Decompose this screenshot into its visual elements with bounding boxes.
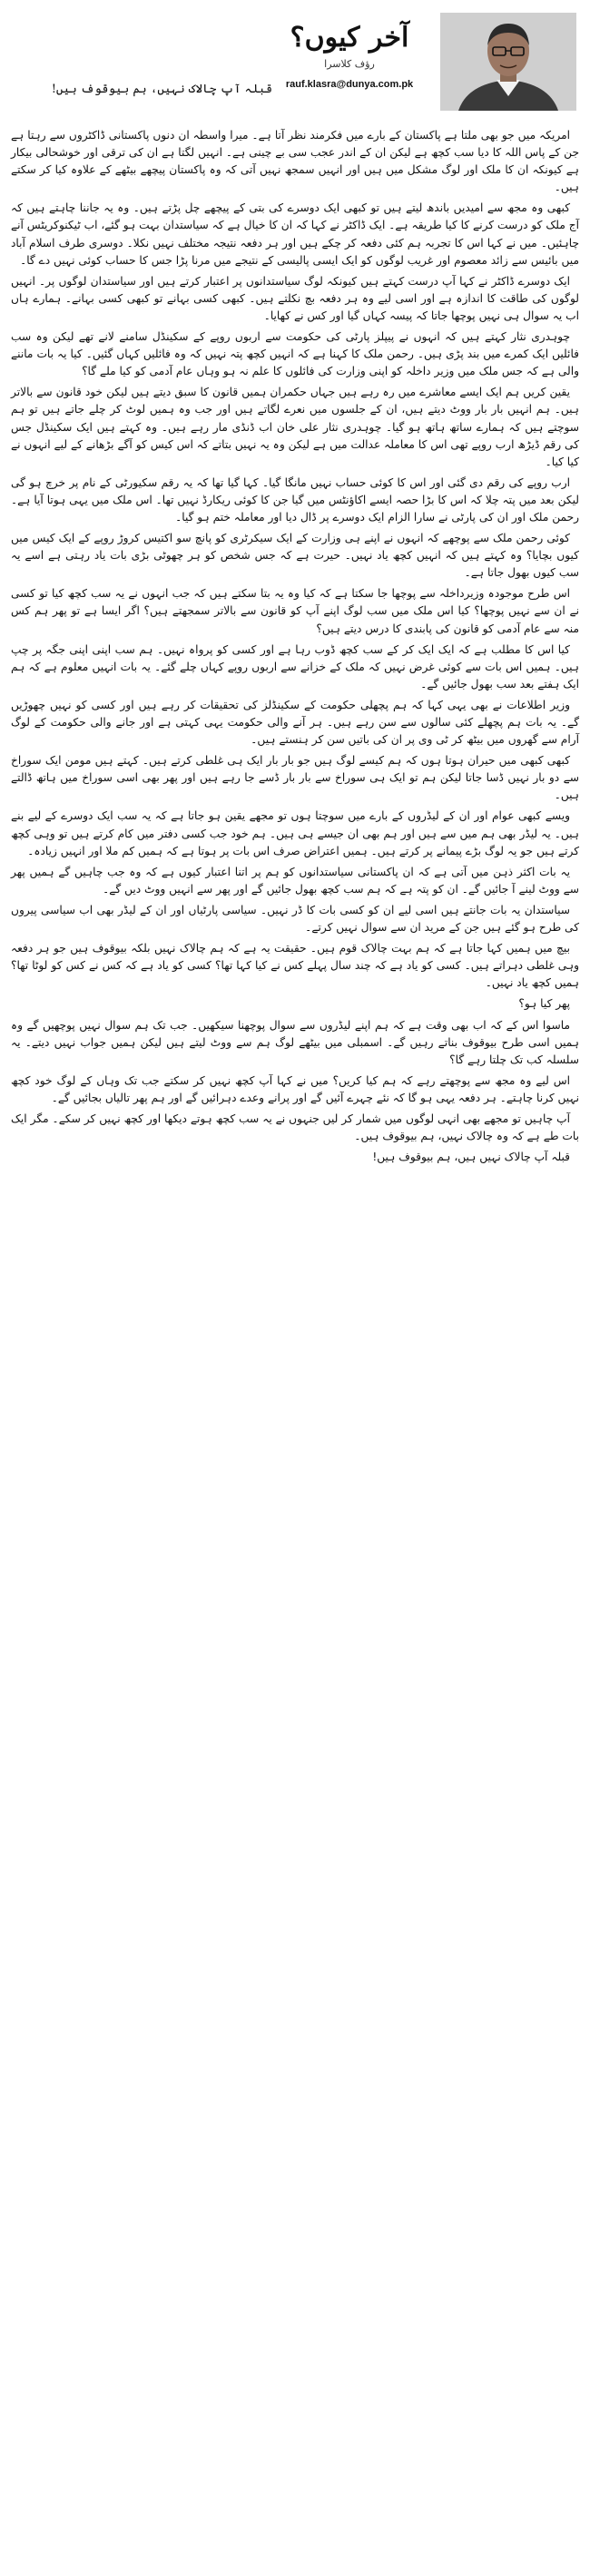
columnist-portrait (440, 13, 576, 111)
article-paragraph: یہ بات اکثر ذہن میں آتی ہے کہ ان پاکستانی سیاستدانوں کو ہم پر اتنا اعتبار کیوں ہے کہ وہ جب چاہیں گے ہمیں پھر سے ووٹ لینے آ جائیں گے۔ ان کو پتہ ہے کہ ہم سب کچھ بھول جائیں گے اور پھر سے انہیں ووٹ دیں گے۔ (11, 865, 579, 896)
article-paragraph: ماسوا اس کے کہ اب بھی وقت ہے کہ ہم اپنے لیڈروں سے سوال پوچھنا سیکھیں۔ جب تک ہم سوال نہیں پوچھیں گے وہ ہمیں اسی طرح بیوقوف بناتے رہیں گے۔ اسمبلی میں بیٹھے لوگ ہم سے ووٹ لیتے ہیں لیکن ہمیں جواب نہیں دیتے۔ یہ سلسلہ کب تک چلتا رہے گا؟ (11, 1018, 579, 1066)
article-paragraph: کبھی وہ مجھ سے امیدیں باندھ لیتے ہیں تو کبھی ایک دوسرے کی بتی کے پیچھے چل پڑتے ہیں۔ وہ یہ جاننا چاہتے ہیں کہ آج ملک کو درست کرنے کا کیا طریقہ ہے۔ ایک ڈاکٹر نے کہا کہ ان کا خیال ہے کہ سیاستدان بہت ہو گئے، اب ٹیکنوکریٹس آنے چاہئیں۔ میں نے کہا اس کا تجربہ ہم کئی دفعہ کر چکے ہیں اور ہر دفعہ نتیجہ مختلف نہیں نکلا۔ دوسری طرف اسلام آباد میں بائیس سے زائد معصوم اور غریب لوگوں کو ایک ایسی پالیسی کے نتیجے میں مرنا پڑا جس کا حساب کوئی نہیں دے گا۔ (11, 201, 579, 267)
column-masthead (272, 13, 576, 111)
article-paragraph: یقین کریں ہم ایک ایسے معاشرے میں رہ رہے ہیں جہاں حکمران ہمیں قانون کا سبق دیتے ہیں لیکن خود قانون سے بالاتر ہیں۔ ہم انہیں بار بار ووٹ دیتے ہیں، ان کے جلسوں میں نعرے لگاتے ہیں اور جب وہ ہمیں لوٹ کر چلے جاتے ہیں تو ہم سوچتے ہیں کہ ہمارے ساتھ ہاتھ ہو گیا۔ چوہدری نثار علی خان اب ڈنڈی مار رہے ہیں۔ وہ کہتے ہیں ایک سکینڈل جس کی رقم ڈیڑھ ارب روپے تھی اس کا معاملہ عدالت میں ہے لیکن وہ یہ نہیں بتاتے کہ اس کیس کو آگے بڑھانے کے لیے انہوں نے کیا کیا۔ (11, 386, 579, 468)
article-paragraph: بیچ میں ہمیں کہا جاتا ہے کہ ہم بہت چالاک قوم ہیں۔ حقیقت یہ ہے کہ ہم چالاک نہیں بلکہ بیوقوف ہیں جو ہر دفعہ وہی غلطی دہراتے ہیں۔ کسی کو یاد ہے کہ چند سال پہلے کس نے کیا کہا تھا؟ کسی کو یاد ہے کہ کس نے کس کو لوٹا تھا؟ ہمیں کچھ یاد نہیں۔ (11, 942, 579, 990)
article-paragraph: ایک دوسرے ڈاکٹر نے کہا آپ درست کہتے ہیں کیونکہ لوگ سیاستدانوں پر اعتبار کرتے ہیں اور سیاستدان لوگوں پر۔ انہیں لوگوں کی طاقت کا اندازہ ہے اور اسی لیے وہ ہر دفعہ بچ نکلتے ہیں۔ کبھی کسی بہانے تو کبھی کسی بہانے۔ ہمارے ہاں اب یہ سوال ہی نہیں پوچھا جاتا کہ پیسہ کہاں گیا اور کس نے کھایا۔ (11, 274, 579, 322)
masthead-text (272, 20, 427, 90)
article-paragraph: کبھی کبھی میں حیران ہوتا ہوں کہ ہم کیسے لوگ ہیں جو بار بار ایک ہی غلطی کرتے ہیں۔ کہتے ہیں مومن ایک سوراخ سے دو بار نہیں ڈسا جاتا لیکن ہم تو ایک ہی سوراخ سے بار بار ڈسے جا رہے ہیں اور پھر بھی اسی سوراخ میں ہاتھ ڈالتے ہیں۔ (11, 754, 579, 802)
article-paragraph: آپ چاہیں تو مجھے بھی انہی لوگوں میں شمار کر لیں جنہوں نے یہ سب کچھ ہوتے دیکھا اور کچھ نہیں کر سکے۔ مگر ایک بات طے ہے کہ وہ چالاک نہیں، ہم بیوقوف ہیں۔ (11, 1112, 579, 1143)
article-paragraph: سیاستدان یہ بات جانتے ہیں اسی لیے ان کو کسی بات کا ڈر نہیں۔ سیاسی پارٹیاں اور ان کے لیڈر بھی اب سیاسی پیروں کی طرح ہو گئے ہیں جن کے مرید ان سے سوال نہیں کرتے۔ (11, 903, 579, 935)
article-paragraph: اس لیے وہ مجھ سے پوچھتے رہے کہ ہم کیا کریں؟ میں نے کہا آپ کچھ نہیں کر سکتے جب تک وہاں کے لوگ خود کچھ نہیں کرنا چاہتے۔ ہر دفعہ یہی ہو گا کہ نئے چہرے آئیں گے اور پرانے وعدے دہرائیں گے اور ہم پھر تالیاں بجائیں گے۔ (11, 1073, 579, 1104)
columnist-byline: رؤف کلاسرا (324, 58, 375, 70)
article-body (11, 127, 579, 1170)
article-paragraph: کوئی رحمن ملک سے پوچھے کہ انہوں نے اپنے ہی وزارت کے ایک سیکرٹری کو پانچ سو اکتیس کروڑ روپے کے ایک کیس میں کیوں بچایا؟ وہ کہتے ہیں کہ انہیں کچھ یاد نہیں۔ حیرت ہے کہ جس شخص کو ہر چھوٹی بڑی بات یاد رہتی ہے اسے یہ سب کیوں بھول جاتا ہے۔ (11, 532, 579, 580)
article-paragraph: اس طرح موجودہ وزیرداخلہ سے پوچھا جا سکتا ہے کہ کیا وہ یہ بتا سکتے ہیں کہ جب انہوں نے یہ سب کچھ کیا تو کسی نے ان سے نہیں پوچھا؟ کیا اس ملک میں سب لوگ اپنے آپ کو قانون سے بالاتر سمجھتے ہیں؟ اگر ایسا ہے تو پھر ہم کس منہ سے عام آدمی کو قانون کی پابندی کا درس دیتے ہیں؟ (11, 587, 579, 635)
column-name: آخر کیوں؟ (290, 22, 409, 54)
article-headline: قبلہ آپ چالاک نہیں، ہم بیوقوف ہیں! (51, 83, 272, 96)
article-paragraph: وزیر اطلاعات نے بھی یہی کہا کہ ہم پچھلی حکومت کے سکینڈلز کی تحقیقات کر رہے ہیں اور کسی کو نہیں چھوڑیں گے۔ یہ بات ہم پچھلے کئی سالوں سے سن رہے ہیں۔ ہر آنے والی حکومت یہی کہتی ہے اور جانے والی حکومت کے لوگ آرام سے گھروں میں بیٹھ کر ٹی وی پر ان کی باتیں سن کر ہنستے ہیں۔ (11, 698, 579, 747)
article-paragraph: ویسے کبھی عوام اور ان کے لیڈروں کے بارے میں سوچتا ہوں تو مجھے یقین ہو جاتا ہے کہ یہ سب ایک دوسرے کے لیے بنے ہیں۔ یہ لیڈر بھی ہم میں سے ہیں اور ہم بھی ان جیسے ہی ہیں۔ ہم خود جب کسی دفتر میں کام کرتے ہیں تو وہی کچھ کرتے ہیں جو یہ لوگ بڑے پیمانے پر کرتے ہیں۔ ہمیں اعتراض صرف اس بات پر ہوتا ہے کہ ہمیں کم ملا اور انہیں زیادہ۔ (11, 809, 579, 857)
article-paragraph: کیا اس کا مطلب ہے کہ ایک ایک کر کے سب کچھ ڈوب رہا ہے اور کسی کو پرواہ نہیں۔ ہم سب اپنی اپنی جگہ پر چپ ہیں۔ ہمیں اس بات سے کوئی غرض نہیں کہ ملک کے خزانے سے اربوں روپے کہاں چلے گئے۔ یہ بات انہیں معلوم ہے کہ ہم ایک ہفتے بعد سب بھول جائیں گے۔ (11, 642, 579, 691)
article-paragraph: ارب روپے کی رقم دی گئی اور اس کا کوئی حساب نہیں مانگا گیا۔ کہا گیا تھا کہ یہ رقم سکیورٹی کے نام پر خرچ ہو گی لیکن بعد میں پتہ چلا کہ اس کا بڑا حصہ ایسے اکاؤنٹس میں گیا جن کا کوئی ریکارڈ نہیں تھا۔ اس ملک میں یہی ہوتا آیا ہے۔ رحمن ملک اور ان کی پارٹی نے سارا الزام ایک دوسرے پر ڈال دیا اور معاملہ ختم ہو گیا۔ (11, 475, 579, 524)
article-paragraph: چوہدری نثار کہتے ہیں کہ انہوں نے پیپلز پارٹی کی حکومت سے اربوں روپے کے سکینڈل سامنے لانے تھے لیکن وہ سب فائلیں ایک کمرے میں بند پڑی ہیں۔ رحمن ملک کا کہنا ہے کہ انہیں کچھ پتہ نہیں کہ وہ فائلیں کہاں گئیں۔ کیا یہ بات ماننے والی ہے کہ جس ملک میں وزیر داخلہ کو اپنی وزارت کی فائلوں کا علم نہ ہو وہاں عام آدمی کو کیا ملے گا؟ (11, 330, 579, 378)
columnist-email: rauf.klasra@dunya.com.pk (285, 79, 414, 90)
article-paragraph: امریکہ میں جو بھی ملتا ہے پاکستان کے بارے میں فکرمند نظر آتا ہے۔ میرا واسطہ ان دنوں پاکستانی ڈاکٹروں سے رہتا ہے جن کے پاس اللہ کا دیا سب کچھ ہے لیکن ان کے اندر عجب سی بے چینی ہے۔ انہیں لگتا ہے ان کی ترقی اور خوشحالی بیکار ہے کیونکہ ان کا ملک اور لوگ مشکل میں ہیں اور انہیں سمجھ نہیں آتی کہ وہ پاکستان پیچھے بیٹھے کے علاوہ کیا کر سکتے ہیں۔ (11, 129, 579, 194)
portrait-illustration (440, 13, 576, 111)
article-closing-line: قبلہ آپ چالاک نہیں ہیں، ہم بیوقوف ہیں! (372, 1151, 570, 1164)
article-paragraph: پھر کیا ہو؟ (518, 997, 570, 1011)
